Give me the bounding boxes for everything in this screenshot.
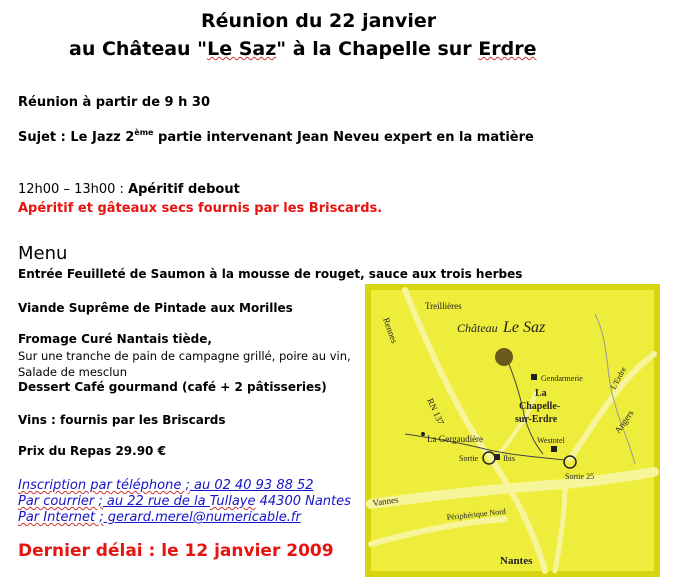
title-le-saz: Le Saz: [207, 38, 277, 60]
gendarmerie-marker: [531, 374, 537, 380]
menu-viande: Viande Suprême de Pintade aux Morilles: [18, 301, 293, 315]
inscription-internet-label: Par Internet ;: [18, 510, 104, 525]
menu-dessert: Dessert Café gourmand (café + 2 pâtisseries): [18, 380, 327, 394]
map-label-sortie-25: Sortie 25: [565, 472, 595, 481]
chateau-marker: [495, 348, 513, 366]
address-tullaye: Tullaye: [209, 494, 256, 509]
map-label-erdre: L'Erdre: [608, 365, 629, 391]
westotel-marker: [551, 446, 557, 452]
location-map: [365, 284, 660, 577]
title-line-2: [69, 38, 537, 60]
ibis-marker: [494, 454, 500, 460]
menu-prix: Prix du Repas 29.90 €: [18, 444, 166, 458]
menu-fromage-desc-1: Sur une tranche de pain de campagne grillé, poire au vin,: [18, 349, 351, 363]
map-label-gendarmerie: Gendarmerie: [541, 374, 583, 383]
aperitif-line: [18, 182, 240, 197]
title-line-1: Réunion du 22 janvier: [201, 10, 437, 32]
title-line-2-mid: " à la Chapelle sur: [276, 38, 479, 60]
title-erdre: Erdre: [478, 38, 537, 60]
map-label-westotel: Westotel: [537, 436, 565, 445]
map-label-le-saz: Le Saz: [503, 319, 546, 336]
gergaudiere-dot: [421, 432, 425, 436]
map-label-angers: Angers: [612, 408, 636, 436]
subject-rest: partie intervenant Jean Neveu expert en la matière: [153, 130, 534, 145]
deadline: Dernier délai : le 12 janvier 2009: [18, 541, 334, 561]
email-link[interactable]: gerard.merel@numericable.fr: [103, 510, 301, 525]
aperitif-note: Apéritif et gâteaux secs fournis par les Briscards.: [18, 201, 383, 216]
map-label-town-2: Chapelle-: [519, 401, 561, 412]
aperitif-label: Apéritif debout: [128, 182, 240, 197]
inscription-telephone: [18, 478, 314, 493]
start-time: Réunion à partir de 9 h 30: [18, 95, 210, 110]
menu-heading: Menu: [18, 243, 68, 264]
map-label-chateau: Château: [457, 321, 498, 335]
address-part-c: 44300 Nantes: [255, 494, 351, 509]
map-label-town-1: La: [535, 388, 547, 399]
menu-entree: Entrée Feuilleté de Saumon à la mousse de rouget, sauce aux trois herbes: [18, 267, 523, 281]
map-label-rn137: RN 137: [425, 396, 447, 427]
map-label-ibis: Ibis: [503, 454, 515, 463]
aperitif-time: 12h00 – 13h00 :: [18, 182, 129, 197]
inscription-telephone-label: Inscription par téléphone ;: [18, 478, 190, 493]
subject-sup: ème: [134, 128, 154, 137]
inscription-courrier: [18, 494, 351, 509]
subject-line: [18, 128, 534, 145]
map-label-nantes: Nantes: [500, 555, 533, 567]
address-part-a: au 22 rue de la: [102, 494, 210, 509]
inscription-courrier-label: Par courrier ;: [18, 494, 103, 509]
menu-vins: Vins : fournis par les Briscards: [18, 413, 226, 427]
menu-fromage-desc-2: Salade de mesclun: [18, 365, 128, 379]
map-label-town-3: sur-Erdre: [515, 414, 558, 425]
map-label-treillieres: Treillières: [425, 301, 462, 311]
map-label-sortie: Sortie: [459, 454, 479, 463]
title-line-2-prefix: au Château ": [69, 38, 208, 60]
map-label-rennes: Rennes: [381, 316, 400, 345]
menu-fromage: Fromage Curé Nantais tiède,: [18, 332, 212, 346]
map-label-gergaudiere: La Gergaudière: [427, 434, 484, 444]
subject-prefix: Sujet : Le Jazz 2: [18, 130, 135, 145]
map-label-periph: Périphérique Nord: [446, 506, 507, 522]
phone-number[interactable]: au 02 40 93 88 52: [189, 478, 314, 493]
map-label-vannes: Vannes: [371, 494, 400, 508]
inscription-internet: [18, 510, 301, 525]
